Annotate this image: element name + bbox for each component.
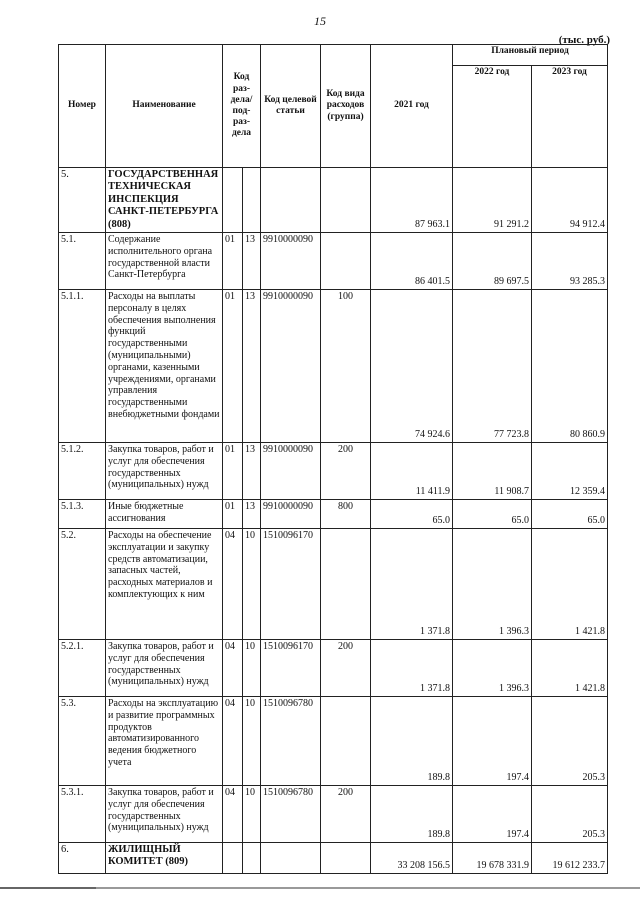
row-target: 9910000090 bbox=[261, 500, 321, 529]
row-name: Расходы на эксплуатацию и развитие программных продуктов автоматизированного ведения бюджетного учета bbox=[106, 697, 223, 786]
table-row bbox=[59, 843, 608, 874]
row-name: Иные бюджетные ассигнования bbox=[106, 500, 223, 529]
row-target: 9910000090 bbox=[261, 290, 321, 443]
row-2021: 1 371.8 bbox=[371, 640, 453, 697]
row-2023: 1 421.8 bbox=[532, 640, 608, 697]
row-2022: 91 291.2 bbox=[453, 168, 532, 233]
row-number: 5.3.1. bbox=[59, 786, 106, 843]
row-target: 1510096170 bbox=[261, 529, 321, 640]
row-2021: 74 924.6 bbox=[371, 290, 453, 443]
row-expense-type: 200 bbox=[321, 443, 371, 500]
row-2021: 1 371.8 bbox=[371, 529, 453, 640]
row-section: 04 bbox=[223, 529, 243, 640]
row-name: Содержание исполнительного органа государственной власти Санкт-Петербурга bbox=[106, 233, 223, 290]
row-section: 01 bbox=[223, 290, 243, 443]
row-2022: 1 396.3 bbox=[453, 640, 532, 697]
table-row bbox=[59, 290, 608, 443]
row-name: Закупка товаров, работ и услуг для обеспечения государственных (муниципальных) нужд bbox=[106, 443, 223, 500]
row-expense-type bbox=[321, 529, 371, 640]
row-number: 5.3. bbox=[59, 697, 106, 786]
row-section bbox=[223, 843, 243, 874]
row-2023: 94 912.4 bbox=[532, 168, 608, 233]
row-2022: 19 678 331.9 bbox=[453, 843, 532, 874]
table-row bbox=[59, 697, 608, 786]
header-2023: 2023 год bbox=[532, 66, 608, 168]
units-label: (тыс. руб.) bbox=[558, 34, 610, 46]
row-number: 5.1.2. bbox=[59, 443, 106, 500]
row-expense-type: 800 bbox=[321, 500, 371, 529]
row-name: Закупка товаров, работ и услуг для обеспечения государственных (муниципальных) нужд bbox=[106, 786, 223, 843]
row-section: 01 bbox=[223, 500, 243, 529]
table-row bbox=[59, 168, 608, 233]
row-expense-type bbox=[321, 843, 371, 874]
row-name: Закупка товаров, работ и услуг для обеспечения государственных (муниципальных) нужд bbox=[106, 640, 223, 697]
header-target: Код целевой статьи bbox=[261, 45, 321, 168]
row-target bbox=[261, 843, 321, 874]
row-section: 04 bbox=[223, 697, 243, 786]
row-2023: 80 860.9 bbox=[532, 290, 608, 443]
row-2021: 11 411.9 bbox=[371, 443, 453, 500]
row-subsection: 13 bbox=[243, 500, 261, 529]
row-2021: 65.0 bbox=[371, 500, 453, 529]
row-2022: 197.4 bbox=[453, 786, 532, 843]
row-target: 9910000090 bbox=[261, 443, 321, 500]
row-2021: 189.8 bbox=[371, 786, 453, 843]
row-name: Расходы на выплаты персоналу в целях обеспечения выполнения функций государственными (муниципальными) органами, казенными учреждениями, органами управления государственными внебюджетными фондами bbox=[106, 290, 223, 443]
row-expense-type bbox=[321, 697, 371, 786]
row-subsection: 13 bbox=[243, 443, 261, 500]
row-expense-type bbox=[321, 233, 371, 290]
row-subsection: 13 bbox=[243, 290, 261, 443]
bottom-rule bbox=[0, 887, 640, 889]
row-2022: 1 396.3 bbox=[453, 529, 532, 640]
row-section: 04 bbox=[223, 640, 243, 697]
row-name: ГОСУДАРСТВЕННАЯ ТЕХНИЧЕСКАЯ ИНСПЕКЦИЯ САНКТ-ПЕТЕРБУРГА (808) bbox=[106, 168, 223, 233]
row-2022: 89 697.5 bbox=[453, 233, 532, 290]
row-name: ЖИЛИЩНЫЙ КОМИТЕТ (809) bbox=[106, 843, 223, 874]
header-planned-period: Плановый период bbox=[453, 45, 608, 66]
header-number: Номер bbox=[59, 45, 106, 168]
row-target: 9910000090 bbox=[261, 233, 321, 290]
row-subsection: 10 bbox=[243, 786, 261, 843]
row-subsection: 10 bbox=[243, 697, 261, 786]
row-2021: 33 208 156.5 bbox=[371, 843, 453, 874]
row-number: 5.2.1. bbox=[59, 640, 106, 697]
row-subsection: 10 bbox=[243, 640, 261, 697]
row-number: 5.2. bbox=[59, 529, 106, 640]
table-row bbox=[59, 786, 608, 843]
header-expense-type: Код вида расходов (группа) bbox=[321, 45, 371, 168]
row-number: 5. bbox=[59, 168, 106, 233]
header-2021: 2021 год bbox=[371, 45, 453, 168]
budget-table bbox=[58, 44, 608, 874]
row-expense-type bbox=[321, 168, 371, 233]
row-number: 6. bbox=[59, 843, 106, 874]
row-expense-type: 100 bbox=[321, 290, 371, 443]
row-number: 5.1.3. bbox=[59, 500, 106, 529]
table-row bbox=[59, 529, 608, 640]
row-2023: 19 612 233.7 bbox=[532, 843, 608, 874]
header-section: Код раз- дела/ под- раз- дела bbox=[223, 45, 261, 168]
row-expense-type: 200 bbox=[321, 786, 371, 843]
row-target: 1510096780 bbox=[261, 697, 321, 786]
row-2023: 12 359.4 bbox=[532, 443, 608, 500]
row-target: 1510096170 bbox=[261, 640, 321, 697]
row-2023: 93 285.3 bbox=[532, 233, 608, 290]
row-target bbox=[261, 168, 321, 233]
row-2022: 11 908.7 bbox=[453, 443, 532, 500]
page-number: 15 bbox=[314, 14, 326, 28]
row-2022: 65.0 bbox=[453, 500, 532, 529]
row-subsection bbox=[243, 843, 261, 874]
table-row bbox=[59, 500, 608, 529]
row-2023: 205.3 bbox=[532, 697, 608, 786]
table-row bbox=[59, 443, 608, 500]
header-name: Наименование bbox=[106, 45, 223, 168]
row-2021: 87 963.1 bbox=[371, 168, 453, 233]
row-number: 5.1. bbox=[59, 233, 106, 290]
header-2022: 2022 год bbox=[453, 66, 532, 168]
row-expense-type: 200 bbox=[321, 640, 371, 697]
row-2021: 86 401.5 bbox=[371, 233, 453, 290]
row-2022: 197.4 bbox=[453, 697, 532, 786]
row-section: 01 bbox=[223, 443, 243, 500]
row-2023: 205.3 bbox=[532, 786, 608, 843]
row-target: 1510096780 bbox=[261, 786, 321, 843]
row-subsection: 13 bbox=[243, 233, 261, 290]
row-subsection bbox=[243, 168, 261, 233]
row-number: 5.1.1. bbox=[59, 290, 106, 443]
row-subsection: 10 bbox=[243, 529, 261, 640]
table-row bbox=[59, 233, 608, 290]
row-2022: 77 723.8 bbox=[453, 290, 532, 443]
header-row bbox=[59, 45, 608, 66]
table-row bbox=[59, 640, 608, 697]
row-section: 01 bbox=[223, 233, 243, 290]
row-2023: 1 421.8 bbox=[532, 529, 608, 640]
row-name: Расходы на обеспечение эксплуатации и закупку средств автоматизации, запасных частей, расходных материалов и комплектующих к ним bbox=[106, 529, 223, 640]
row-2023: 65.0 bbox=[532, 500, 608, 529]
row-2021: 189.8 bbox=[371, 697, 453, 786]
row-section bbox=[223, 168, 243, 233]
row-section: 04 bbox=[223, 786, 243, 843]
